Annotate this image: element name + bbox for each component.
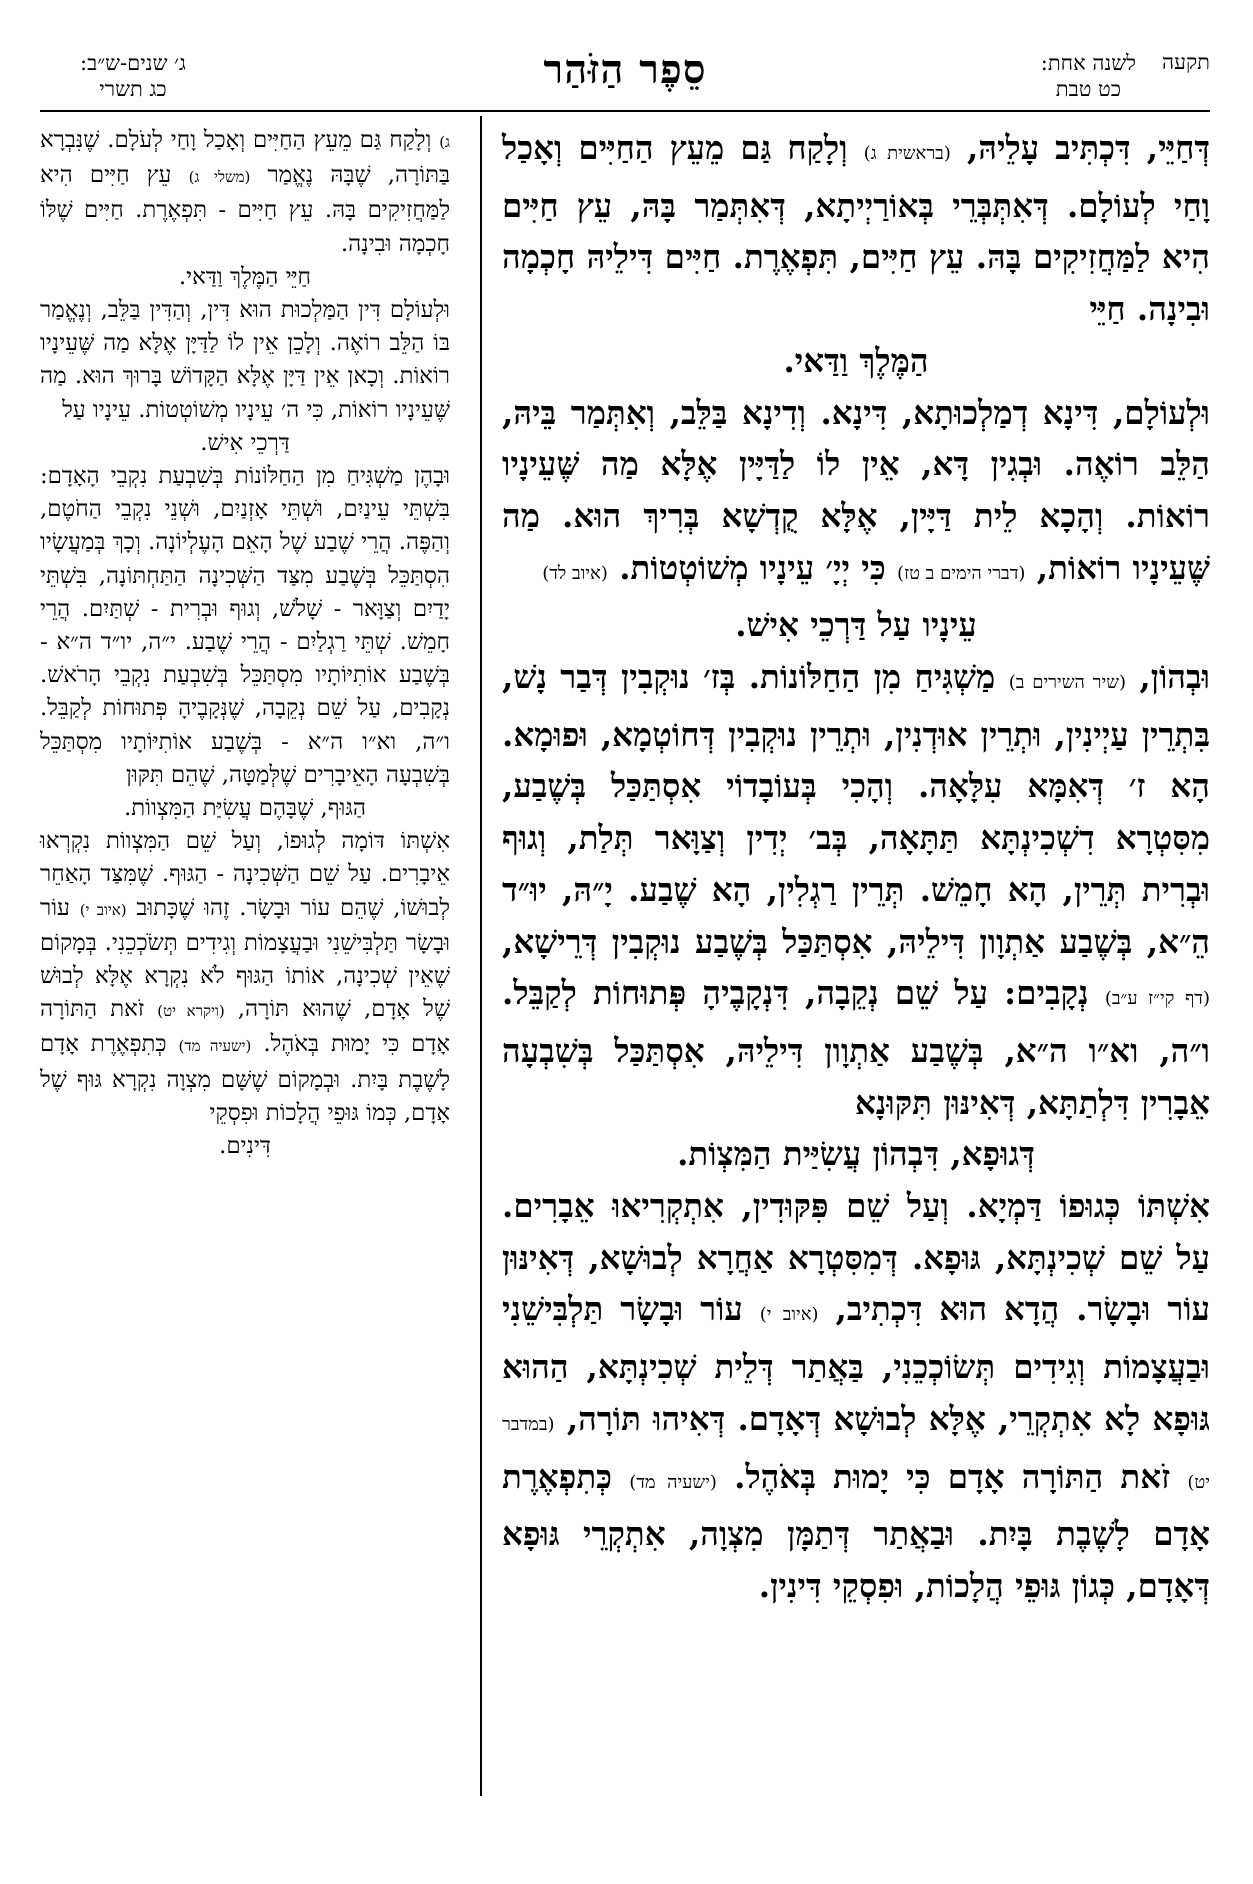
book-title: סֵפֶר הַזֹּהַר bbox=[543, 46, 707, 93]
header-left-block bbox=[80, 50, 186, 102]
main-paragraph-3: וּבְהוֹן, (שיר השירים ב) מַשְׁגִּיחַ מִן הַחַלּוֹנוֹת. בְּז׳ נוּקְבִין דְּבַר נָשׁ, בִּתְרֵין עַיְינִין, וּתְרֵין אוּדְנִין, וּתְרֵין נוּקְבִין דְּחוֹטְמָא, וּפוּמָא. הָא ז׳ דְּאִמָּא עִלָּאָה. וְהָכִי בְּעוֹבָדוֹי אִסְתַּכַּל בְּשֶׁבַע, מִסִּטְרָא דִשְׁכִינְתָּא תַּתָּאָה, בְּב׳ יְדִין וְצַוָּאר תְּלַת, וְגוּף וּבְרִית תְּרֵין, הָא חָמֵשׁ. תְּרֵין רַגְלִין, הָא שֶׁבַע. יָ״הּ, יוּ״ד הֵ״א, בְּשֶׁבַע אַתְוָון דִּילֵיהּ, אִסְתַּכַּל בְּשֶׁבַע נוּקְבִין דְּרֵישָׁא, (דף קי״ז ע״ב) נְקָבִים: עַל שֵׁם נְקֵבָה, דִּנְקָבֶיהָ פְּתוּחוֹת לְקַבֵּל. ו״ה, וא״ו ה״א, בְּשֶׁבַע אַתְוָון דִּילֵיהּ, אִסְתַּכַּל בְּשִׁבְעָה אֵבָרִין דִּלְתַתָּא, דְּאִינּוּן תִּקּוּנָא bbox=[502, 657, 1210, 1122]
side-paragraph-3-end: הַגּוּף, שֶׁבָּהֶם עֲשִׂיַּת הַמִּצְווֹת. bbox=[123, 795, 367, 822]
header-right-block bbox=[1041, 50, 1210, 102]
main-paragraph-4: אִשְׁתּוֹ כְּגוּפוֹ דַּמְיָא. וְעַל שֵׁם פִּקּוּדִין, אִתְקְרִיאוּ אֵבָרִים. עַל שֵׁם שְׁכִינְתָּא, גּוּפָא. דְּמִסִּטְרָא אַחֲרָא לְבוּשָׁא, דְּאִינּוּן עוֹר וּבָשָׂר. הֲדָא הוּא דִּכְתִיב, (איוב י) עוֹר וּבָשָׂר תַּלְבִּישֵׁנִי וּבַעֲצָמוֹת וְגִידִים תְּשׂוֹכְכֵנִי, בַּאֲתַר דְּלֵית שְׁכִינְתָּא, הַהוּא גּוּפָא לָא אִתְקְרֵי, אֶלָּא לְבוּשָׁא דְּאָדָם. דְּאִיהוּ תּוֹרָה, (במדבר יט) זֹאת הַתּוֹרָה אָדָם כִּי יָמוּת בְּאֹהֶל. (ישעיה מד) כְּתִפְאֶרֶת אָדָם לָשֶׁבֶת בָּיִת. וּבַאֲתַר דְּתַמָּן מִצְוָה, אִתְקְרֵי גּוּפָא דְּאָדָם, כְּגוֹן גּוּפֵי הֲלָכוֹת, וּפִסְקֵי דִּינִין. bbox=[502, 1186, 1210, 1605]
main-paragraph-2-end: עֵינָיו עַל דַּרְכֵי אִישׁ. bbox=[735, 605, 977, 645]
side-paragraph-4: אִשְׁתּוֹ דּוֹמָה לְגוּפוֹ, וְעַל שֵׁם הַמִּצְווֹת נִקְרְאוּ אֵיבָרִים. עַל שֵׁם הַשְּׁכִינָה - הַגּוּף. שֶׁמִּצַּד הָאַחֵר לְבוּשׁוֹ, שֶׁהֵם עוֹר וּבָשָׂר. זֶהוּ שֶׁכָּתוּב (איוב י) עוֹר וּבָשָׂר תַּלְבִּישֵׁנִי וּבַעֲצָמוֹת וְגִידִים תְּשֹׂכְכֵנִי. בְּמָקוֹם שֶׁאֵין שְׁכִינָה, אוֹתוֹ הַגּוּף לֹא נִקְרָא אֶלָּא לְבוּשׁ שֶׁל אָדָם, שֶׁהוּא תּוֹרָה, (ויקרא יט) זֹאת הַתּוֹרָה אָדָם כִּי יָמוּת בְּאֹהֶל. (ישעיה מד) כְּתִפְאֶרֶת אָדָם לָשֶׁבֶת בָּיִת. וּבְמָקוֹם שֶׁשָּׁם מִצְוָה נִקְרָא גּוּף שֶׁל אָדָם, כְּמוֹ גּוּפֵי הֲלָכוֹת וּפִסְקֵי bbox=[40, 828, 451, 1126]
zohar-page bbox=[40, 44, 1210, 1844]
verse-reference: (במדבר יט) bbox=[502, 1413, 1210, 1493]
side-paragraph-1-end: חַיֵּי הַמֶּלֶךְ וַדַּאי. bbox=[178, 263, 312, 290]
side-paragraph-1: ג) וְלָקַח גַּם מֵעֵץ הַחַיִּים וְאָכַל וָחַי לְעֹלָם. שֶׁנִּבְרָא בַּתּוֹרָה, שֶׁבָּהּ נֶאֱמַר (משלי ג) עֵץ חַיִּים הִיא לַמַּחֲזִיקִים בָּהּ. עֵץ חַיִּים - תִּפְאֶרֶת. חַיִּים שֶׁלּוֹ חָכְמָה וּבִינָה. bbox=[40, 127, 451, 257]
verse-reference: (איוב לד) bbox=[542, 562, 608, 584]
verse-reference: (משלי ג) bbox=[188, 168, 251, 187]
verse-reference: (איוב י) bbox=[79, 900, 127, 919]
verse-reference: (ויקרא יט) bbox=[157, 1002, 225, 1021]
page-number-label: תקעה bbox=[1161, 50, 1210, 74]
verse-reference: (ישעיה מד) bbox=[178, 1037, 252, 1056]
cycle-date: כג תשרי bbox=[99, 77, 167, 101]
verse-reference: (שיר השירים ב) bbox=[1008, 672, 1126, 694]
verse-reference: (ישעיה מד) bbox=[629, 1471, 717, 1493]
page-header bbox=[40, 44, 1210, 108]
folio-reference: (דף קי״ז ע״ב) bbox=[1104, 988, 1210, 1010]
side-paragraph-2: וּלְעוֹלָם דִּין הַמַּלְכוּת הוּא דִּין, וְהַדִּין בַּלֵּב, וְנֶאֱמַר בּוֹ הַלֵּב רוֹאֶה. וְלָכֵן אֵין לוֹ לַדַּיָּן אֶלָּא מַה שֶּׁעֵינָיו רוֹאוֹת. וְכָאן אֵין דַּיָּן אֶלָּא הַקָּדוֹשׁ בָּרוּךְ הוּא. מַה שֶּׁעֵינָיו רוֹאוֹת, כִּי ה׳ עֵינָיו מְשׁוֹטְטוֹת. עֵינָיו עַל bbox=[40, 297, 450, 423]
side-paragraph-2-end: דַּרְכֵי אִישׁ. bbox=[200, 429, 290, 456]
schedule-label: לשנה אחת: bbox=[1040, 51, 1136, 75]
main-text-column bbox=[502, 122, 1210, 1612]
side-paragraph-4-end: דִּינִים. bbox=[219, 1133, 271, 1160]
verse-reference: (דברי הימים ב טז) bbox=[897, 562, 1026, 584]
column-divider bbox=[480, 116, 482, 1796]
verse-reference: (איוב י) bbox=[759, 1304, 819, 1326]
header-rule bbox=[40, 110, 1210, 112]
schedule-date: כט טבת bbox=[1055, 77, 1122, 101]
main-paragraph-1: דְּחַיֵּי, דִּכְתִּיב עָלֵיהּ, (בראשית ג) וְלָקַח גַּם מֵעֵץ הַחַיִּים וְאָכַל וָחַי לְעוֹלָם. דְּאִתְּבְּרֵי בְּאוֹרַיְיתָא, דְּאִתְּמַר בָּהּ, עֵץ חַיִּים הִיא לַמַּחֲזִיקִים בָּהּ. עֵץ חַיִּים, תִּפְאֶרֶת. חַיִּים דִּילֵיהּ חָכְמָה וּבִינָה. חַיֵּי bbox=[502, 128, 1210, 329]
main-paragraph-2: וּלְעוֹלָם, דִּינָא דְמַלְכוּתָא, דִּינָא. וְדִינָא בַּלֵּב, וְאִתְּמַר בֵּיהּ, הַלֵּב רוֹאֶה. וּבְגִין דָּא, אֵין לוֹ לַדַּיָּין אֶלָּא מַה שֶּׁעֵינָיו רוֹאוֹת. וְהָכָא לֵית דַּיָּין, אֶלָּא קֻדְשָׁא בְּרִיךְ הוּא. מַה שֶּׁעֵינָיו רוֹאוֹת, (דברי הימים ב טז) כִּי יְיָ׳ עֵינָיו מְשׁוֹטְטוֹת. (איוב לד) bbox=[502, 392, 1210, 587]
side-paragraph-3: וּבָהֶן מַשְׁגִּיחַ מִן הַחַלּוֹנוֹת בְּשִׁבְעַת נִקְבֵי הָאָדָם: בִּשְׁתֵּי עֵינַיִם, וּשְׁתֵּי אָזְנַיִם, וּשְׁנֵי נִקְבֵי הַחֹטֶם, וְהַפֶּה. הֲרֵי שֶׁבַע שֶׁל הָאֵם הָעֶלְיוֹנָה. וְכָךְ בְּמַעֲשָׂיו הִסְתַּכֵּל בְּשֶׁבַע מִצַּד הַשְּׁכִינָה הַתַּחְתּוֹנָה, בִּשְׁתֵּי יָדַיִם וְצַוָּאר - שָׁלֹשׁ, וְגוּף וּבְרִית - שְׁתַּיִם. הֲרֵי חָמֵשׁ. שְׁתֵּי רַגְלַיִם - הֲרֵי שֶׁבַע. י״ה, יו״ד ה״א - בְּשֶׁבַע אוֹתִיּוֹתָיו מִסְתַּכֵּל בְּשִׁבְעַת נִקְבֵי הָרֹאשׁ. נְקָבִים, עַל שֵׁם נְקֵבָה, שֶׁנְּקָבֶיהָ פְּתוּחוֹת לְקַבֵּל. ו״ה, וא״ו ה״א - בְּשֶׁבַע אוֹתִיּוֹתָיו מִסְתַּכֵּל בְּשִׁבְעָה הָאֵיבָרִים שֶׁלְּמַטָּה, שֶׁהֵם תִּקּוּן bbox=[40, 463, 450, 788]
verse-reference: ג) bbox=[439, 133, 451, 151]
main-paragraph-3-end: דְּגוּפָא, דִּבְהוֹן עֲשִׂיַּית הַמִּצְוֹת. bbox=[677, 1134, 1035, 1174]
verse-reference: (בראשית ג) bbox=[863, 143, 951, 164]
cycle-label: ג׳ שנים-ש״ב: bbox=[80, 51, 186, 75]
main-paragraph-1-end: הַמֶּלֶךְ וַדַּאי. bbox=[783, 340, 929, 380]
translation-column bbox=[40, 124, 450, 1163]
